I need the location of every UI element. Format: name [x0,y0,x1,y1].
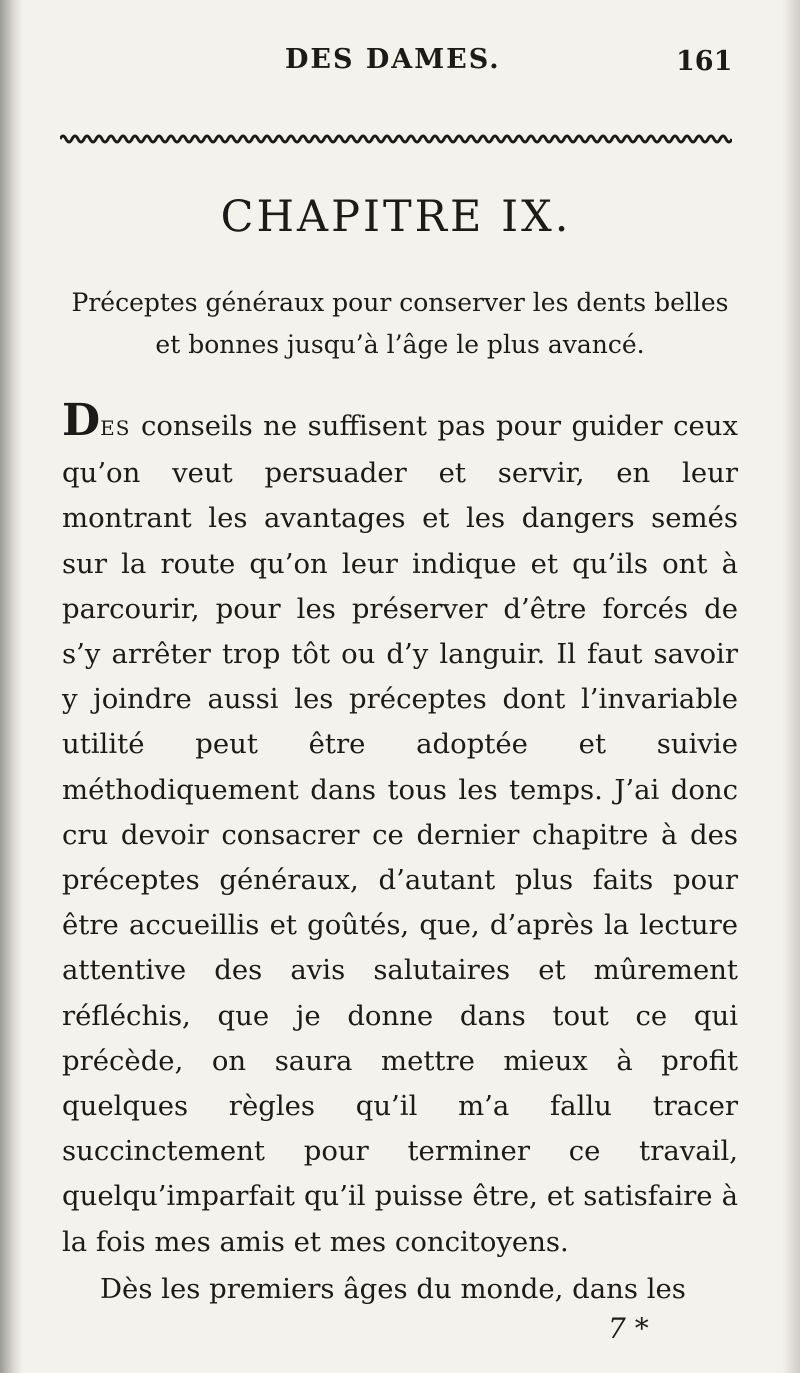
signature-mark: 7 * [608,1312,649,1345]
ornament-rule [60,130,732,148]
first-word-smallcaps: ES [100,416,131,440]
subtitle-line-2: et bonnes jusqu’à l’âge le plus avancé. [155,330,645,359]
running-head: DES DAMES. [285,44,501,75]
page-edge-shadow [0,0,22,1373]
paragraph-1-text: conseils ne suffisent pas pour guider ceux qu’on veut persuader et servir, en leur montrant les avantages et les dangers semés sur la route qu’on leur indique et qu’ils ont à parcourir, pour les préserver d’être forcés de s’y arrêter trop tôt ou d’y languir. Il faut savoir y joindre aussi les préceptes dont l’invariable utilité peut être adoptée et suivie méthodiquement dans tous les temps. J’ai donc cru devoir consacrer ce dernier chapitre à des préceptes généraux, d’autant plus faits pour être accueillis et goûtés, que, d’après la lecture attentive des avis salutaires et mûrement réfléchis, que je donne dans tout ce qui précède, on saura mettre mieux à profit quelques règles qu’il m’a fallu tracer succinctement pour terminer ce travail, quelqu’imparfait qu’il puisse être, et satisfaire à la fois mes amis et mes concitoyens. [62,410,738,1258]
subtitle-line-1: Préceptes généraux pour conserver les dents belles [71,288,729,317]
paragraph-1 [62,395,738,1265]
page-edge-shadow-right [782,0,800,1373]
paragraph-2: Dès les premiers âges du monde, dans les [100,1272,686,1305]
body-text [62,395,738,1312]
chapter-subtitle [60,282,740,366]
page-number: 161 [676,46,733,77]
drop-cap: D [62,395,101,446]
chapter-title: CHAPITRE IX. [220,192,572,242]
